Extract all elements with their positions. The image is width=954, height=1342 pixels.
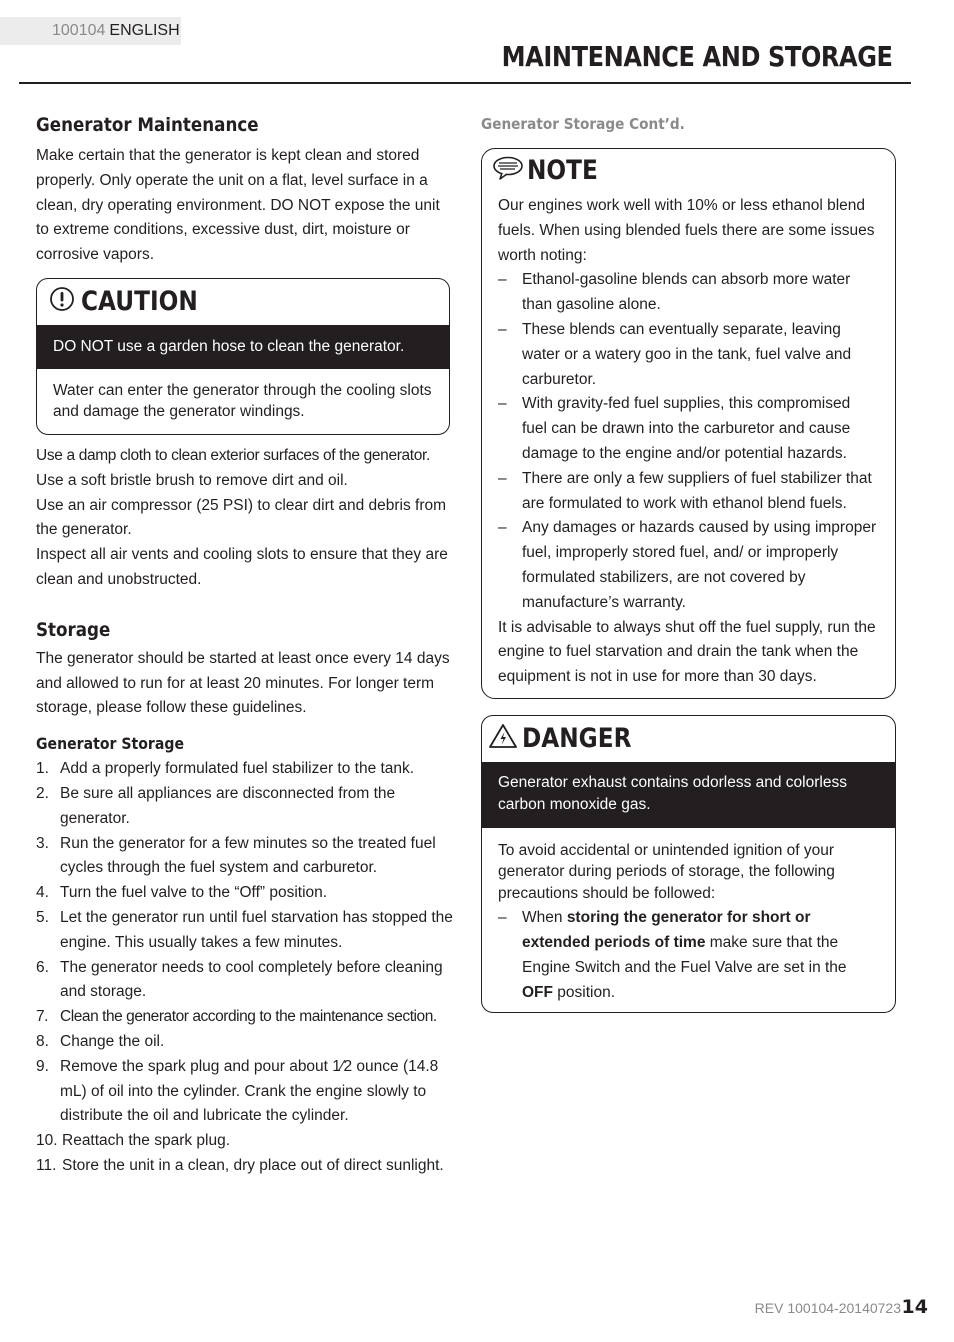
doc-language: ENGLISH (109, 22, 180, 39)
storage-contd-heading: Generator Storage Cont’d. (481, 115, 685, 133)
list-item: – There are only a few suppliers of fuel stabilizer that are formulated to work with ethanol blend fuels. (498, 469, 872, 512)
caution-box (36, 278, 450, 435)
list-item: – Ethanol-gasoline blends can absorb more water than gasoline alone. (498, 271, 851, 314)
list-item: 11. Store the unit in a clean, dry place out of direct sunlight. (36, 1156, 444, 1174)
list-item: – When storing the generator for short or extended periods of time make sure that the Engine Switch and the Fuel Valve are set in the OFF position. (498, 909, 847, 1001)
cleaning-instructions (36, 444, 454, 593)
list-item: 3. Run the generator for a few minutes so the treated fuel cycles through the fuel system and carburetor. (36, 834, 436, 877)
cleaning-line: Use a soft bristle brush to remove dirt and oil. (36, 471, 348, 489)
list-item: 9. Remove the spark plug and pour about 1⁄2 ounce (14.8 mL) of oil into the cylinder. Crank the engine slowly to distribute the oil and lubricate the cylinder. (36, 1057, 439, 1125)
maintenance-heading: Generator Maintenance (36, 114, 259, 136)
danger-label: DANGER (522, 723, 632, 755)
list-item: 5. Let the generator run until fuel starvation has stopped the engine. This usually takes a few minutes. (36, 908, 453, 951)
exclamation-circle-icon (49, 286, 75, 317)
document-tag (0, 17, 181, 45)
danger-list (498, 906, 879, 1005)
warning-triangle-icon (488, 723, 518, 754)
storage-heading: Storage (36, 618, 111, 641)
caution-header (37, 279, 449, 325)
revision-label: REV 100104-20140723 (754, 1300, 901, 1316)
storage-intro: The generator should be started at least once every 14 days and allowed to run for at least 20 minutes. For longer term storage, please follow these guidelines. (36, 649, 450, 717)
list-item: – With gravity-fed fuel supplies, this compromised fuel can be drawn into the carburetor and cause damage to the engine and/or potential hazards. (498, 395, 851, 462)
note-closing: It is advisable to always shut off the fuel supply, run the engine to fuel starvation and drain the tank when the equipment is not in use for more than 30 days. (498, 618, 876, 686)
speech-bubble-icon (492, 155, 524, 186)
note-label: NOTE (527, 154, 598, 186)
note-body (482, 191, 895, 698)
title-rule (19, 82, 911, 84)
list-item: 2. Be sure all appliances are disconnected from the generator. (36, 784, 396, 827)
danger-body (482, 828, 895, 1012)
list-item: – These blends can eventually separate, leaving water or a watery goo in the tank, fuel valve and carburetor. (498, 320, 852, 388)
danger-band: Generator exhaust contains odorless and colorless carbon monoxide gas. (482, 762, 895, 828)
list-item: 8. Change the oil. (36, 1032, 165, 1050)
danger-header (482, 716, 895, 762)
list-item: 4. Turn the fuel valve to the “Off” position. (36, 884, 328, 902)
caution-band: DO NOT use a garden hose to clean the generator. (37, 325, 449, 369)
maintenance-intro: Make certain that the generator is kept clean and stored properly. Only operate the unit on a flat, level surface in a clean, dry operating environment. DO NOT expose the unit to extreme conditions, excessive dust, dirt, moisture or corrosive vapors. (36, 147, 440, 264)
caution-text: Water can enter the generator through the cooling slots and damage the generator windings. (53, 381, 432, 420)
note-intro: Our engines work well with 10% or less ethanol blend fuels. When using blended fuels there are some issues worth noting: (498, 197, 875, 264)
cleaning-line: Use a damp cloth to clean exterior surfaces of the generator. (36, 446, 430, 464)
cleaning-line: Use an air compressor (25 PSI) to clear dirt and debris from the generator. (36, 496, 447, 539)
list-item: 1. Add a properly formulated fuel stabilizer to the tank. (36, 760, 415, 778)
list-item: 6. The generator needs to cool completely before cleaning and storage. (36, 958, 443, 1001)
left-column (36, 112, 454, 1179)
cleaning-line: Inspect all air vents and cooling slots to ensure that they are clean and unobstructed. (36, 546, 448, 588)
page-title: MAINTENANCE AND STORAGE (502, 40, 893, 73)
right-column (481, 112, 897, 1013)
list-item: – Any damages or hazards caused by using improper fuel, improperly stored fuel, and/ or improperly formulated stabilizers, are not covered by manufacture’s warranty. (498, 519, 877, 611)
list-item: 7. Clean the generator according to the maintenance section. (36, 1008, 437, 1026)
list-item: 10. Reattach the spark plug. (36, 1132, 231, 1150)
danger-box (481, 715, 896, 1013)
note-header (482, 149, 895, 191)
page-number: 14 (901, 1296, 928, 1318)
generator-storage-heading: Generator Storage (36, 734, 184, 754)
danger-text: To avoid accidental or unintended ignition of your generator during periods of storage, the following precautions should be followed: (498, 841, 835, 902)
doc-code: 100104 (52, 22, 106, 39)
note-box (481, 148, 896, 699)
note-list (498, 268, 879, 615)
caution-label: CAUTION (81, 286, 198, 318)
storage-steps (36, 757, 454, 1179)
